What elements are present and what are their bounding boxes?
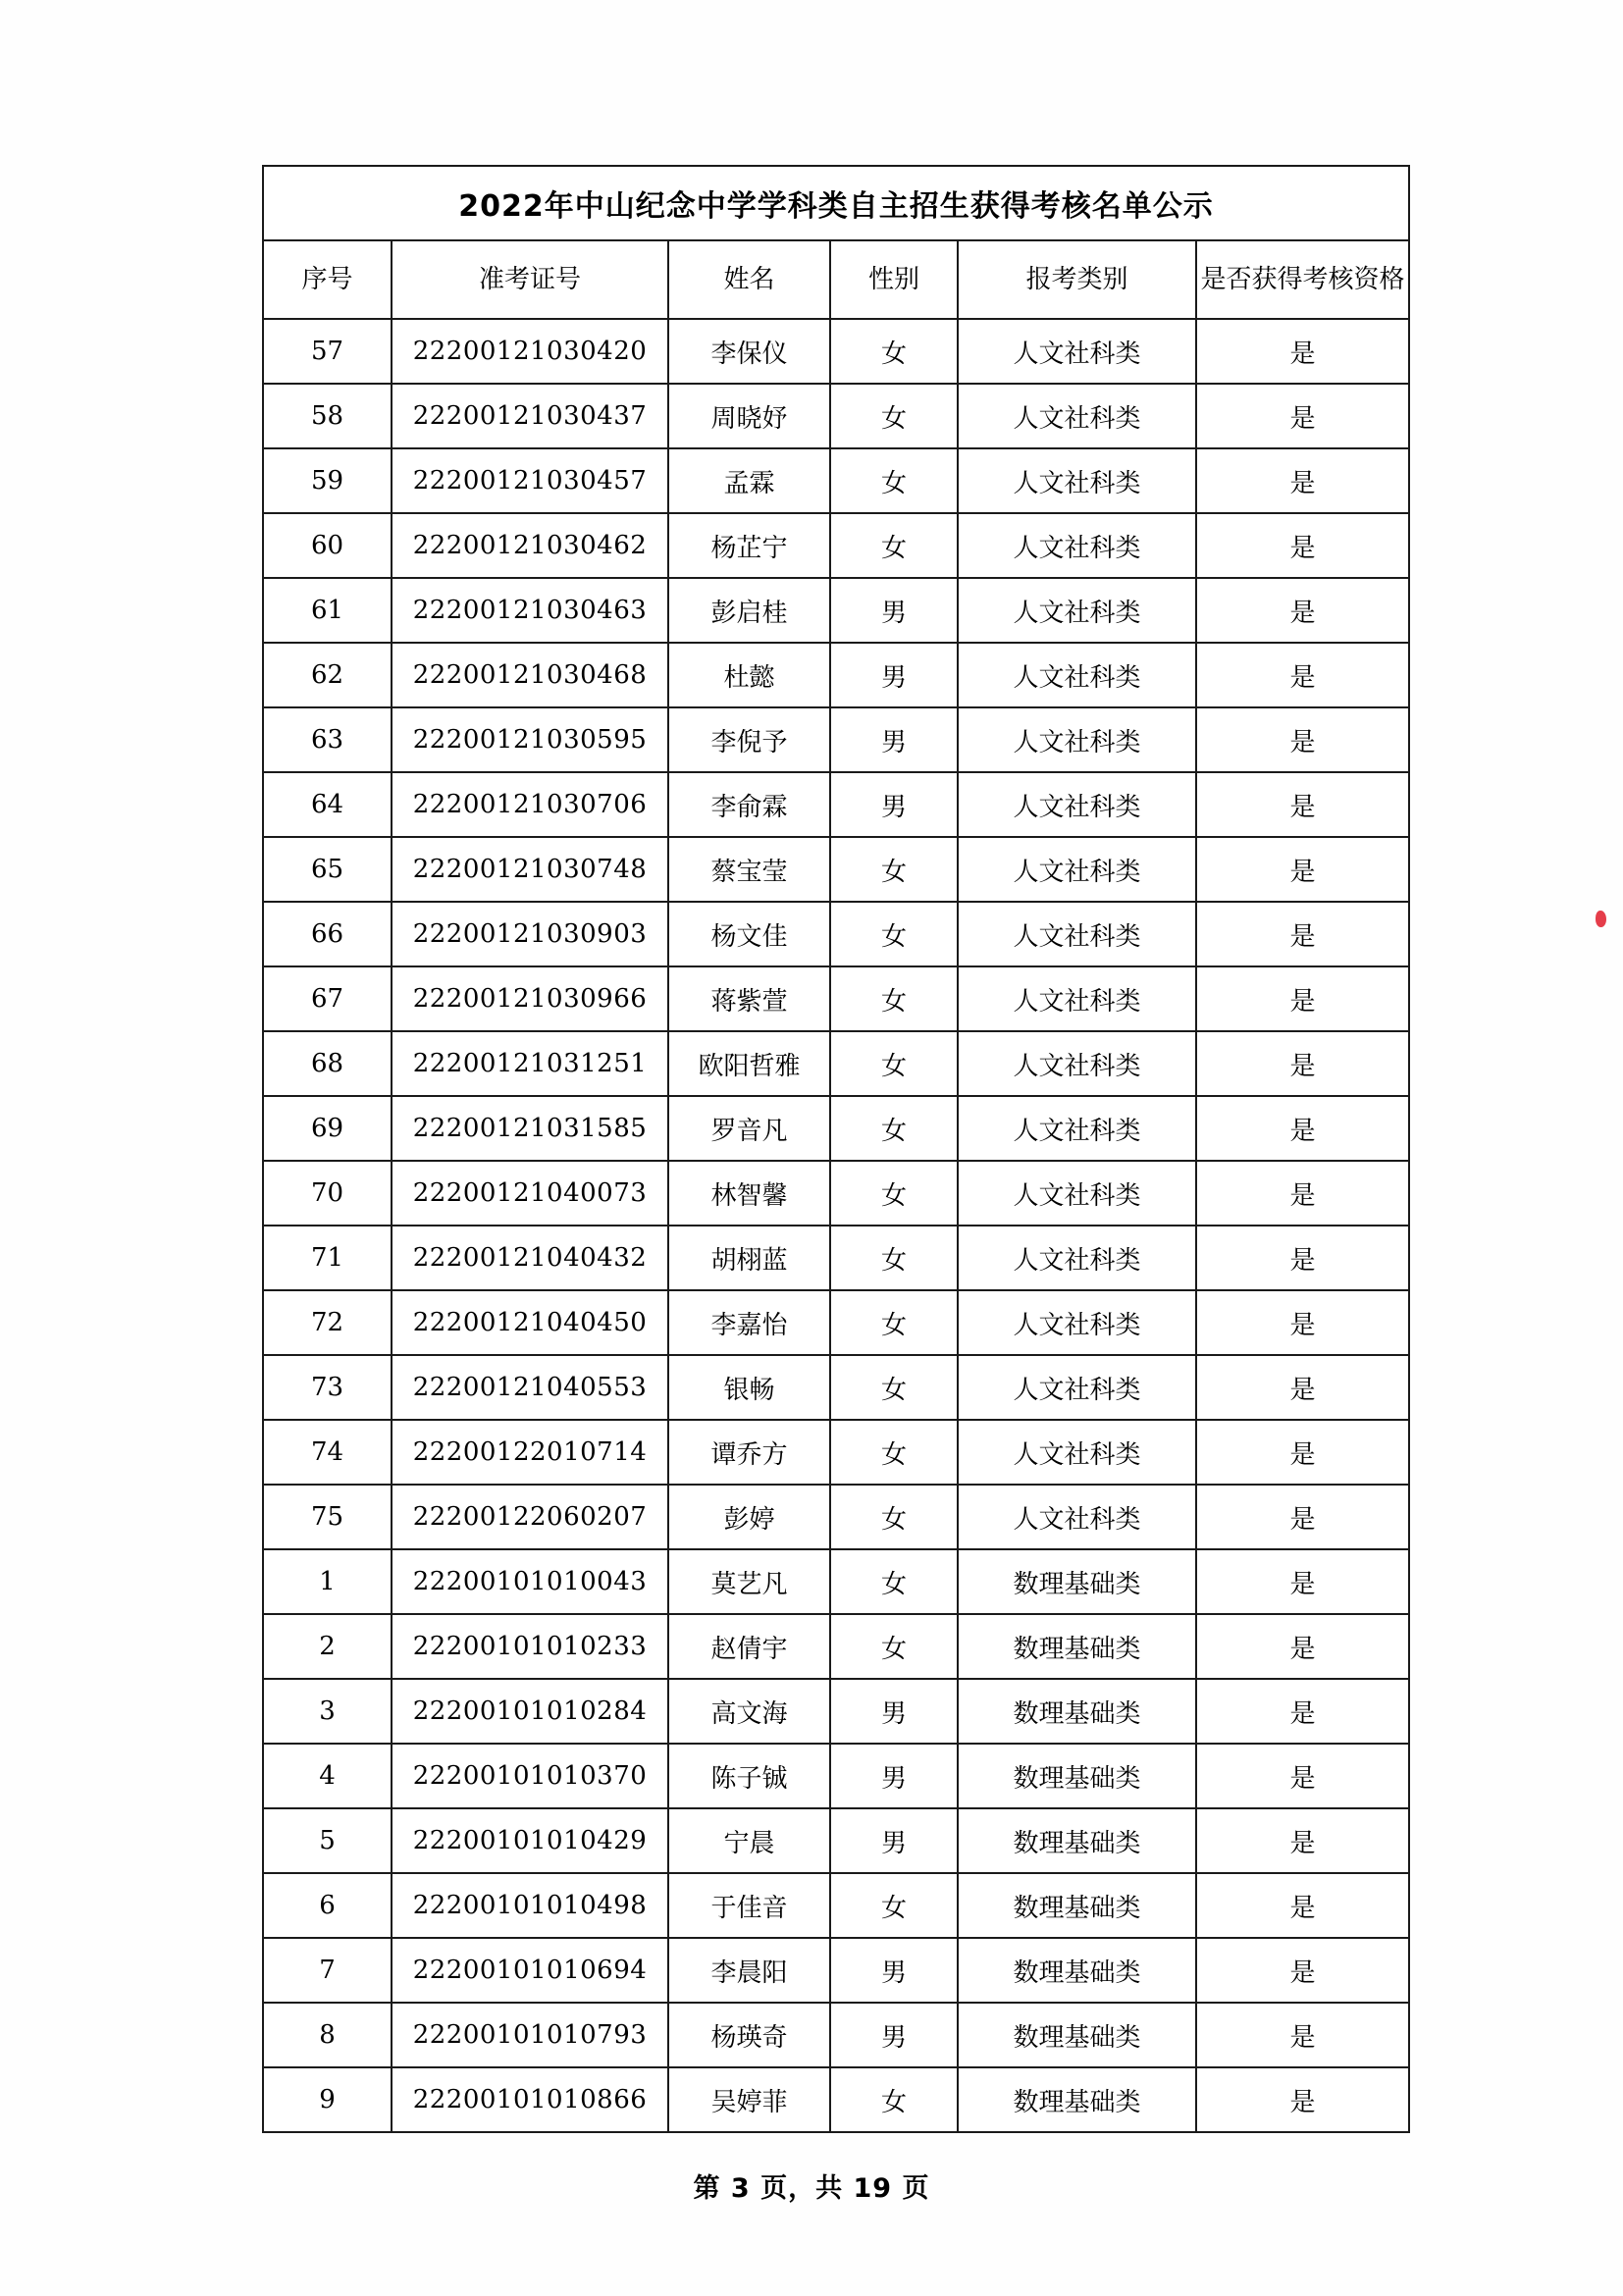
- table-row: [263, 643, 1409, 707]
- cell-name: 孟霖: [668, 448, 830, 513]
- cell-admit-no: 22200121031585: [392, 1096, 668, 1161]
- margin-ink-mark: [1596, 911, 1606, 927]
- cell-gender: 男: [830, 2003, 958, 2067]
- table-row: [263, 1938, 1409, 2003]
- cell-name: 李俞霖: [668, 772, 830, 837]
- cell-index: 60: [263, 513, 392, 578]
- cell-admit-no: 22200121030903: [392, 902, 668, 966]
- cell-admit-no: 22200101010233: [392, 1614, 668, 1679]
- table-row: [263, 1031, 1409, 1096]
- cell-eligible: 是: [1196, 384, 1409, 448]
- cell-name: 赵倩宇: [668, 1614, 830, 1679]
- cell-category: 人文社科类: [958, 1096, 1196, 1161]
- cell-index: 62: [263, 643, 392, 707]
- cell-eligible: 是: [1196, 1226, 1409, 1290]
- cell-admit-no: 22200121040450: [392, 1290, 668, 1355]
- cell-admit-no: 22200101010793: [392, 2003, 668, 2067]
- cell-admit-no: 22200101010043: [392, 1549, 668, 1614]
- cell-gender: 女: [830, 513, 958, 578]
- cell-category: 人文社科类: [958, 448, 1196, 513]
- cell-name: 蒋紫萱: [668, 966, 830, 1031]
- cell-gender: 女: [830, 1614, 958, 1679]
- cell-admit-no: 22200121030437: [392, 384, 668, 448]
- cell-index: 68: [263, 1031, 392, 1096]
- cell-eligible: 是: [1196, 1485, 1409, 1549]
- cell-index: 73: [263, 1355, 392, 1420]
- cell-category: 数理基础类: [958, 1549, 1196, 1614]
- cell-gender: 女: [830, 1549, 958, 1614]
- cell-category: 人文社科类: [958, 1161, 1196, 1226]
- cell-admit-no: 22200121030420: [392, 319, 668, 384]
- cell-eligible: 是: [1196, 837, 1409, 902]
- cell-category: 数理基础类: [958, 1744, 1196, 1808]
- column-header-gender: 性别: [830, 240, 958, 319]
- cell-admit-no: 22200101010866: [392, 2067, 668, 2132]
- cell-eligible: 是: [1196, 772, 1409, 837]
- table-row: [263, 513, 1409, 578]
- document-title: 2022年中山纪念中学学科类自主招生获得考核名单公示: [263, 166, 1409, 240]
- table-row: [263, 902, 1409, 966]
- cell-index: 2: [263, 1614, 392, 1679]
- cell-category: 数理基础类: [958, 1808, 1196, 1873]
- cell-gender: 女: [830, 319, 958, 384]
- cell-eligible: 是: [1196, 1355, 1409, 1420]
- cell-category: 人文社科类: [958, 966, 1196, 1031]
- cell-category: 数理基础类: [958, 1873, 1196, 1938]
- cell-admit-no: 22200121040432: [392, 1226, 668, 1290]
- table-row: [263, 1744, 1409, 1808]
- cell-index: 8: [263, 2003, 392, 2067]
- cell-name: 彭婷: [668, 1485, 830, 1549]
- cell-admit-no: 22200101010370: [392, 1744, 668, 1808]
- cell-index: 1: [263, 1549, 392, 1614]
- cell-eligible: 是: [1196, 513, 1409, 578]
- cell-gender: 男: [830, 1938, 958, 2003]
- cell-category: 人文社科类: [958, 513, 1196, 578]
- cell-eligible: 是: [1196, 1679, 1409, 1744]
- cell-eligible: 是: [1196, 1938, 1409, 2003]
- cell-eligible: 是: [1196, 966, 1409, 1031]
- cell-category: 人文社科类: [958, 1355, 1196, 1420]
- table-row: [263, 707, 1409, 772]
- cell-admit-no: 22200121030748: [392, 837, 668, 902]
- cell-name: 李晨阳: [668, 1938, 830, 2003]
- table-row: [263, 1226, 1409, 1290]
- cell-eligible: 是: [1196, 1614, 1409, 1679]
- table-row: [263, 2003, 1409, 2067]
- table-row: [263, 578, 1409, 643]
- cell-index: 64: [263, 772, 392, 837]
- cell-name: 陈子铖: [668, 1744, 830, 1808]
- cell-gender: 男: [830, 643, 958, 707]
- cell-index: 6: [263, 1873, 392, 1938]
- table-row: [263, 1679, 1409, 1744]
- cell-name: 宁晨: [668, 1808, 830, 1873]
- cell-admit-no: 22200121031251: [392, 1031, 668, 1096]
- cell-name: 杨芷宁: [668, 513, 830, 578]
- cell-eligible: 是: [1196, 1549, 1409, 1614]
- cell-index: 63: [263, 707, 392, 772]
- cell-admit-no: 22200121040553: [392, 1355, 668, 1420]
- cell-category: 人文社科类: [958, 578, 1196, 643]
- cell-gender: 女: [830, 1226, 958, 1290]
- table-row: [263, 1549, 1409, 1614]
- table-row: [263, 1614, 1409, 1679]
- cell-category: 人文社科类: [958, 643, 1196, 707]
- cell-eligible: 是: [1196, 707, 1409, 772]
- cell-category: 数理基础类: [958, 1679, 1196, 1744]
- table-row: [263, 1873, 1409, 1938]
- table-row: [263, 1355, 1409, 1420]
- cell-category: 数理基础类: [958, 1614, 1196, 1679]
- cell-gender: 女: [830, 1420, 958, 1485]
- table-row: [263, 1290, 1409, 1355]
- cell-index: 5: [263, 1808, 392, 1873]
- cell-name: 谭乔方: [668, 1420, 830, 1485]
- cell-admit-no: 22200121030706: [392, 772, 668, 837]
- cell-eligible: 是: [1196, 643, 1409, 707]
- cell-name: 杨瑛奇: [668, 2003, 830, 2067]
- cell-name: 林智馨: [668, 1161, 830, 1226]
- column-header-name: 姓名: [668, 240, 830, 319]
- cell-eligible: 是: [1196, 1161, 1409, 1226]
- cell-index: 61: [263, 578, 392, 643]
- cell-eligible: 是: [1196, 1096, 1409, 1161]
- cell-category: 人文社科类: [958, 772, 1196, 837]
- cell-name: 罗音凡: [668, 1096, 830, 1161]
- admission-list-table-body: [263, 166, 1409, 2132]
- cell-gender: 女: [830, 902, 958, 966]
- column-header-eligible: 是否获得考核资格: [1196, 240, 1409, 319]
- cell-index: 57: [263, 319, 392, 384]
- column-header-admit-no: 准考证号: [392, 240, 668, 319]
- table-row: [263, 837, 1409, 902]
- cell-eligible: 是: [1196, 902, 1409, 966]
- cell-index: 9: [263, 2067, 392, 2132]
- cell-eligible: 是: [1196, 1808, 1409, 1873]
- cell-admit-no: 22200121030468: [392, 643, 668, 707]
- cell-eligible: 是: [1196, 448, 1409, 513]
- cell-eligible: 是: [1196, 1031, 1409, 1096]
- cell-name: 莫艺凡: [668, 1549, 830, 1614]
- cell-name: 于佳音: [668, 1873, 830, 1938]
- cell-gender: 女: [830, 966, 958, 1031]
- cell-eligible: 是: [1196, 1290, 1409, 1355]
- cell-index: 71: [263, 1226, 392, 1290]
- cell-name: 彭启桂: [668, 578, 830, 643]
- cell-category: 数理基础类: [958, 1938, 1196, 2003]
- admission-list-table: [262, 165, 1410, 2133]
- cell-index: 72: [263, 1290, 392, 1355]
- cell-gender: 男: [830, 578, 958, 643]
- table-row: [263, 772, 1409, 837]
- cell-gender: 男: [830, 772, 958, 837]
- cell-eligible: 是: [1196, 2067, 1409, 2132]
- cell-category: 人文社科类: [958, 1226, 1196, 1290]
- cell-admit-no: 22200121030595: [392, 707, 668, 772]
- cell-gender: 男: [830, 1744, 958, 1808]
- cell-gender: 男: [830, 707, 958, 772]
- cell-category: 人文社科类: [958, 902, 1196, 966]
- table-row: [263, 384, 1409, 448]
- table-row: [263, 1485, 1409, 1549]
- cell-category: 人文社科类: [958, 384, 1196, 448]
- cell-index: 7: [263, 1938, 392, 2003]
- cell-name: 高文海: [668, 1679, 830, 1744]
- cell-category: 人文社科类: [958, 1420, 1196, 1485]
- cell-admit-no: 22200101010284: [392, 1679, 668, 1744]
- table-title-row: [263, 166, 1409, 240]
- cell-eligible: 是: [1196, 2003, 1409, 2067]
- cell-eligible: 是: [1196, 578, 1409, 643]
- cell-gender: 女: [830, 1096, 958, 1161]
- cell-admit-no: 22200101010694: [392, 1938, 668, 2003]
- cell-category: 人文社科类: [958, 319, 1196, 384]
- table-row: [263, 448, 1409, 513]
- cell-category: 人文社科类: [958, 1031, 1196, 1096]
- cell-category: 人文社科类: [958, 1290, 1196, 1355]
- table-row: [263, 1808, 1409, 1873]
- cell-index: 65: [263, 837, 392, 902]
- cell-category: 人文社科类: [958, 837, 1196, 902]
- page-number-footer: 第 3 页，共 19 页: [693, 2173, 930, 2204]
- cell-gender: 女: [830, 1485, 958, 1549]
- cell-gender: 女: [830, 384, 958, 448]
- table-row: [263, 1096, 1409, 1161]
- admission-list-table-container: [262, 165, 1408, 2133]
- cell-gender: 男: [830, 1679, 958, 1744]
- cell-gender: 女: [830, 1355, 958, 1420]
- cell-name: 银畅: [668, 1355, 830, 1420]
- cell-name: 李保仪: [668, 319, 830, 384]
- cell-index: 3: [263, 1679, 392, 1744]
- cell-index: 69: [263, 1096, 392, 1161]
- cell-admit-no: 22200121030457: [392, 448, 668, 513]
- cell-index: 70: [263, 1161, 392, 1226]
- cell-index: 67: [263, 966, 392, 1031]
- table-row: [263, 966, 1409, 1031]
- cell-eligible: 是: [1196, 1420, 1409, 1485]
- cell-gender: 女: [830, 1031, 958, 1096]
- cell-name: 杜懿: [668, 643, 830, 707]
- cell-index: 58: [263, 384, 392, 448]
- cell-admit-no: 22200122010714: [392, 1420, 668, 1485]
- cell-index: 74: [263, 1420, 392, 1485]
- cell-index: 75: [263, 1485, 392, 1549]
- cell-name: 吴婷菲: [668, 2067, 830, 2132]
- table-row: [263, 1161, 1409, 1226]
- cell-eligible: 是: [1196, 319, 1409, 384]
- column-header-category: 报考类别: [958, 240, 1196, 319]
- cell-name: 周晓妤: [668, 384, 830, 448]
- cell-name: 杨文佳: [668, 902, 830, 966]
- cell-category: 人文社科类: [958, 1485, 1196, 1549]
- cell-eligible: 是: [1196, 1873, 1409, 1938]
- cell-admit-no: 22200122060207: [392, 1485, 668, 1549]
- cell-category: 人文社科类: [958, 707, 1196, 772]
- cell-index: 66: [263, 902, 392, 966]
- cell-admit-no: 22200121030462: [392, 513, 668, 578]
- column-header-index: 序号: [263, 240, 392, 319]
- cell-gender: 女: [830, 1290, 958, 1355]
- cell-name: 欧阳哲雅: [668, 1031, 830, 1096]
- cell-admit-no: 22200121030966: [392, 966, 668, 1031]
- cell-name: 李嘉怡: [668, 1290, 830, 1355]
- cell-admit-no: 22200101010429: [392, 1808, 668, 1873]
- cell-name: 蔡宝莹: [668, 837, 830, 902]
- cell-category: 数理基础类: [958, 2003, 1196, 2067]
- cell-gender: 女: [830, 1161, 958, 1226]
- cell-gender: 女: [830, 448, 958, 513]
- cell-category: 数理基础类: [958, 2067, 1196, 2132]
- cell-index: 4: [263, 1744, 392, 1808]
- cell-gender: 女: [830, 2067, 958, 2132]
- cell-index: 59: [263, 448, 392, 513]
- cell-admit-no: 22200121030463: [392, 578, 668, 643]
- cell-name: 李倪予: [668, 707, 830, 772]
- cell-gender: 女: [830, 1873, 958, 1938]
- cell-admit-no: 22200121040073: [392, 1161, 668, 1226]
- table-header-row: [263, 240, 1409, 319]
- cell-name: 胡栩蓝: [668, 1226, 830, 1290]
- table-row: [263, 319, 1409, 384]
- cell-gender: 男: [830, 1808, 958, 1873]
- table-row: [263, 2067, 1409, 2132]
- cell-eligible: 是: [1196, 1744, 1409, 1808]
- cell-admit-no: 22200101010498: [392, 1873, 668, 1938]
- cell-gender: 女: [830, 837, 958, 902]
- table-row: [263, 1420, 1409, 1485]
